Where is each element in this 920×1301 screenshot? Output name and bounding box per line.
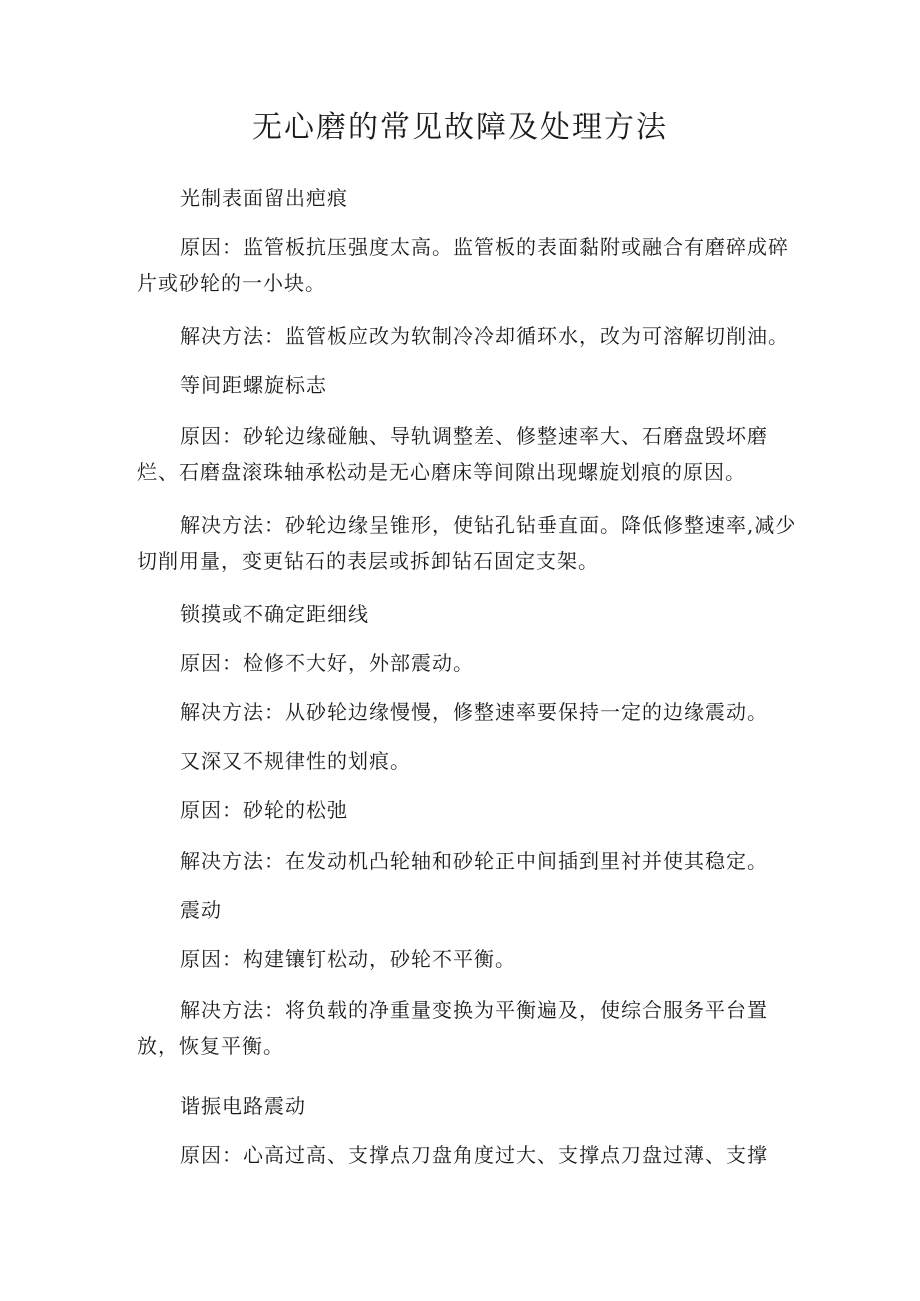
cause-paragraph: 原因：砂轮的松弛 [180, 798, 348, 822]
section-heading-irregular-scratches: 又深又不规律性的划痕。 [180, 749, 411, 773]
cause-paragraph: 原因：心高过高、支撑点刀盘角度过大、支撑点刀盘过薄、支撑 [180, 1143, 768, 1167]
section-heading-resonance-vibration: 谐振电路震动 [180, 1094, 306, 1118]
cause-paragraph: 原因：砂轮边缘碰触、导轨调整差、修整速率大、石磨盘毁坏磨烂、石磨盘滚珠轴承松动是无心磨床等间隙出现螺旋划痕的原因。 [137, 424, 768, 484]
solution-paragraph: 解决方法：监管板应改为软制冷冷却循环水，改为可溶解切削油。 [180, 324, 789, 348]
section-heading-fine-lines: 锁摸或不确定距细线 [180, 602, 369, 626]
section-heading-vibration: 震动 [180, 898, 222, 922]
document-title: 无心磨的常见故障及处理方法 [252, 110, 668, 145]
cause-paragraph: 原因：检修不大好，外部震动。 [180, 651, 474, 675]
solution-paragraph: 解决方法：在发动机凸轮轴和砂轮正中间插到里衬并使其稳定。 [180, 849, 768, 873]
solution-paragraph: 解决方法：砂轮边缘呈锥形，使钻孔钻垂直面。降低修整速率,减少切削用量，变更钻石的表层或拆卸钻石固定支架。 [137, 513, 797, 573]
section-heading-surface-scars: 光制表面留出疤痕 [180, 186, 348, 210]
solution-paragraph: 解决方法：从砂轮边缘慢慢，修整速率要保持一定的边缘震动。 [180, 700, 768, 724]
cause-paragraph: 原因：监管板抗压强度太高。监管板的表面黏附或融合有磨碎成碎片或砂轮的一小块。 [137, 235, 789, 295]
cause-paragraph: 原因：构建镶钉松动，砂轮不平衡。 [180, 947, 516, 971]
section-heading-spiral-marks: 等间距螺旋标志 [180, 373, 327, 397]
solution-paragraph: 解决方法：将负载的净重量变换为平衡遍及，使综合服务平台置放，恢复平衡。 [137, 998, 768, 1058]
